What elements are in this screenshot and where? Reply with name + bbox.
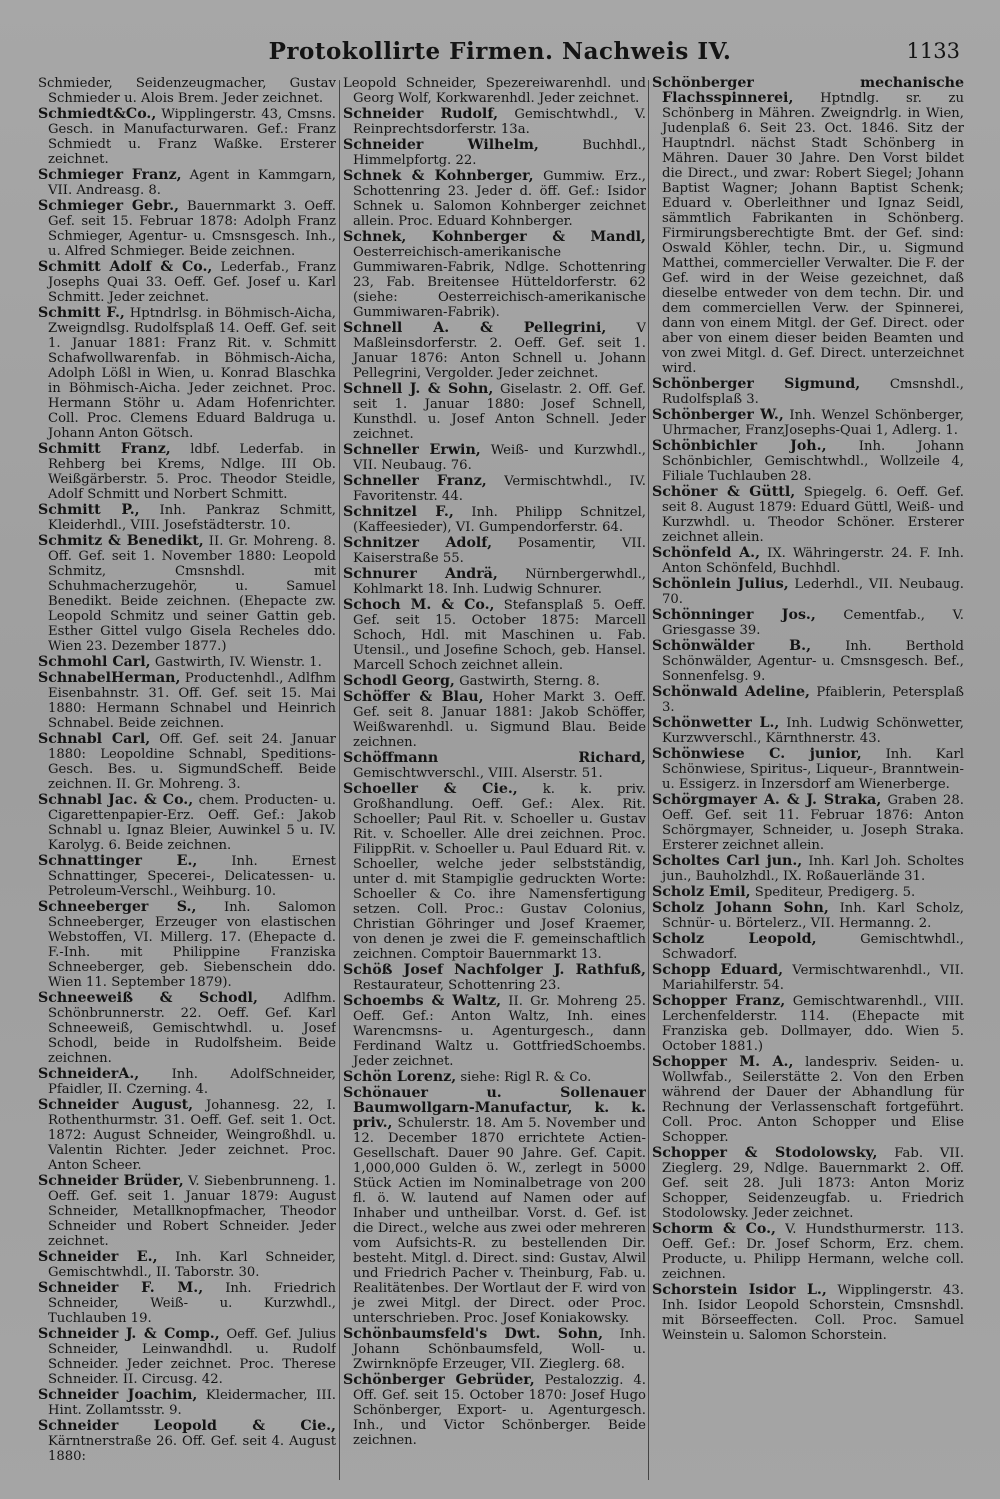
firm-name: Schmohl Carl, — [38, 654, 151, 670]
entry-details: Oeff. Gef. Julius Schneider, Leinwandhdl. u. Rudolf Schneider. Jeder zeichnet. Proc. Therese Schneider. II. Circusg. 42. — [48, 1327, 336, 1387]
firm-name: Schneider August, — [38, 1097, 194, 1113]
directory-entry — [38, 732, 336, 792]
firm-name: Schmitz & Benedikt, — [38, 533, 204, 549]
directory-entry — [652, 76, 964, 376]
entry-details: siehe: Rigl R. & Co. — [460, 1070, 592, 1085]
directory-entry — [38, 503, 336, 533]
entry-details: Pfaiblerin, Petersplaß 3. — [662, 685, 964, 715]
entry-details: Inh. Friedrich Schneider, Weiß- u. Kurzwhdl., Tuchlauben 19. — [48, 1281, 336, 1326]
directory-entry — [652, 377, 964, 407]
firm-name: Schönberger Gebrüder, — [343, 1372, 535, 1388]
firm-name: Schmiedt&Co., — [38, 106, 157, 122]
directory-entry — [343, 138, 646, 168]
directory-entry — [343, 230, 646, 320]
directory-entry — [38, 306, 336, 441]
entry-details: Lederhdl., VII. Neubaug. 70. — [662, 577, 964, 607]
entry-details: II. Gr. Mohreng. 8. Off. Gef. seit 1. November 1880: Leopold Schmitz, Cmsnshdl. mit Schuhmacherzugehör, u. Samuel Benedikt. Beide zeichnen. (Ehepacte zw. Leopold Schmitz und seiner Gattin geb. Esther Gittel vulgo Gisela Recheles ddo. Wien 23. Dezember 1877.) — [48, 534, 336, 654]
firm-name: Schönberger W., — [652, 407, 784, 423]
entry-details: Johannesg. 22, I. Rothenthurmstr. 31. Oeff. Gef. seit 1. Oct. 1872: August Schneider, Weingroßhdl. u. Valentin Richter. Jeder zeichnet. Proc. Anton Scheer. — [48, 1098, 336, 1173]
entry-details: Spiegelg. 6. Oeff. Gef. seit 8. August 1879: Eduard Güttl, Weiß- und Kurzwhdl. u. Theodor Schöner. Ersterer zeichnet allein. — [662, 485, 964, 545]
entry-details: Oesterreichisch-amerikanische Gummiwaren-Fabrik, Ndlge. Schottenring 23, Fab. Breitensee Hütteldorferstr. 62 (siehe: Oesterreichisch-amerikanische Gummiwaren-Fabrik). — [353, 245, 646, 320]
firm-name: Schnitzer Adolf, — [343, 535, 493, 551]
firm-name: Schöffmann Richard, — [343, 750, 646, 766]
firm-name: Schmieger Gebr., — [38, 198, 179, 214]
firm-name: Schneeberger S., — [38, 899, 197, 915]
entry-details: Vermischtwarenhdl., VII. Mariahilferstr. 54. — [662, 963, 964, 993]
directory-entry — [343, 382, 646, 442]
directory-entry — [38, 793, 336, 853]
directory-entry — [343, 963, 646, 993]
directory-entry — [652, 685, 964, 715]
firm-name: Schopper M. A., — [652, 1054, 794, 1070]
entry-details: Buchhdl., Himmelpfortg. 22. — [353, 138, 646, 168]
directory-entry — [38, 1250, 336, 1280]
page-header — [0, 38, 1000, 72]
directory-entry — [38, 854, 336, 899]
firm-name: Schneider E., — [38, 1249, 158, 1265]
firm-name: Schönlein Julius, — [652, 576, 789, 592]
directory-entry — [38, 1098, 336, 1173]
firm-name: Schöß Josef Nachfolger J. Rathfuß, — [343, 962, 646, 978]
directory-entry — [343, 994, 646, 1069]
entry-details: Inh. Johann Schönbaumsfeld, Woll- u. Zwirnknöpfe Erzeuger, VII. Zieglerg. 68. — [353, 1327, 646, 1372]
firm-name: Schönberger Sigmund, — [652, 376, 861, 392]
directory-entry — [652, 1283, 964, 1343]
directory-entry — [38, 1419, 336, 1464]
directory-entry — [652, 546, 964, 576]
firm-name: Schoeller & Cie., — [343, 781, 518, 797]
directory-entry — [343, 169, 646, 229]
entry-details: Spediteur, Predigerg. 5. — [754, 885, 916, 900]
directory-entry — [38, 534, 336, 654]
directory-entry — [652, 608, 964, 638]
directory-entry — [652, 854, 964, 884]
entry-details: Inh. Ernest Schnattinger, Specerei-, Delicatessen- u. Petroleum-Verschl., Weihburg. 10. — [48, 854, 336, 899]
directory-entry — [38, 260, 336, 305]
directory-entry — [343, 107, 646, 137]
entry-details: Gemischtwhdl., V. Reinprechtsdorferstr. 13a. — [353, 107, 646, 137]
directory-entry — [652, 1146, 964, 1221]
firm-name: Schönfeld A., — [652, 545, 761, 561]
firm-name: Scholz Emil, — [652, 884, 751, 900]
directory-entry — [343, 474, 646, 504]
directory-entry — [38, 991, 336, 1066]
entry-details: Hoher Markt 3. Oeff. Gef. seit 8. Januar 1881: Jakob Schöffer, Weißwarenhdl. u. Sigmund Blau. Beide zeichnen. — [353, 690, 646, 750]
entry-details: Wipplingerstr. 43. Inh. Isidor Leopold Schorstein, Cmsnshdl. mit Börseeffecten. Coll. Proc. Samuel Weinstein u. Salomon Schorstein. — [662, 1283, 964, 1343]
entry-details: Hptndlg. sr. zu Schönberg in Mähren. Zweigndrlg. in Wien, Judenplaß 6. Seit 23. Oct. 1846. Sitz der Hauptndrl. nächst Stadt Schönberg in Mähren. Dauer 30 Jahre. Den Vorst bildet die Direct., und zwar: Robert Siegel; Johann Baptist Wagner; Johann Baptist Schenk; Eduard v. Oberleithner und Ignaz Seidl, sämmtlich Fabrikanten in Schönberg. Firmirungsberechtigte Bmt. der Gef. sind: Oswald Köhler, techn. Dir., u. Sigmund Matthei, commercieller Verwalter. Die F. der Gef. wird in der Weise gezeichnet, daß dieselbe entweder von dem techn. Dir. und dem commerciellen Verw. der Spinnerei, dann von einem Mitgl. der Gef. Direct. oder aber von einem dieser beiden Beamten und von zwei Mitgl. d. Gef. Direct. unterzeichnet wird. — [662, 91, 964, 376]
entry-details: Cementfab., V. Griesgasse 39. — [662, 608, 964, 638]
entry-details: V. Siebenbrunneng. 1. Oeff. Gef. seit 1. Januar 1879: August Schneider, Metallknopfmacher, Theodor Schneider und Robert Schneider. Jeder zeichnet. — [48, 1174, 336, 1249]
directory-entry — [652, 994, 964, 1054]
column-divider — [339, 80, 340, 1480]
firm-name: Schopper Franz, — [652, 993, 786, 1009]
firm-name: Schnattinger E., — [38, 853, 198, 869]
firm-name: Schönwetter L., — [652, 715, 780, 731]
firm-name: Schneller Erwin, — [343, 442, 481, 458]
entry-details: Inh. Philipp Schnitzel, (Kaffeesieder), VI. Gumpendorferstr. 64. — [353, 505, 646, 535]
entry-details: Nürnbergerwhdl., Kohlmarkt 18. Inh. Ludwig Schnurer. — [353, 567, 646, 597]
directory-entry — [38, 1327, 336, 1387]
directory-entry — [652, 747, 964, 792]
entry-details: Gastwirth, IV. Wienstr. 1. — [154, 655, 322, 670]
firm-name: Schneider F. M., — [38, 1280, 204, 1296]
firm-name: Schönbaumsfeld's Dwt. Sohn, — [343, 1326, 604, 1342]
entry-details: Adlfhm. Schönbrunnerstr. 22. Oeff. Gef. Karl Schneeweiß, Gemischtwhdl. u. Josef Schodl, beide in Rudolfsheim. Beide zeichnen. — [48, 991, 336, 1066]
entry-details: Inh. Karl Joh. Scholtes jun., Bauholzhdl., IX. Roßauerlände 31. — [662, 854, 964, 884]
entry-details: Inh. Karl Schönwiese, Spiritus-, Liqueur-, Branntwein- u. Essigerz. in Inzersdorf am Wienerberge. — [662, 747, 964, 792]
entry-details: Schmieder, Seidenzeugmacher, Gustav Schmieder u. Alois Brem. Jeder zeichnet. — [38, 76, 336, 106]
directory-entry — [343, 782, 646, 962]
firm-name: Schnell A. & Pellegrini, — [343, 320, 607, 336]
firm-name: SchneiderA., — [38, 1066, 140, 1082]
directory-entry — [652, 932, 964, 962]
entry-details: IX. Währingerstr. 24. F. Inh. Anton Schönfeld, Buchhdl. — [662, 546, 964, 576]
entry-details: landespriv. Seiden- u. Wollwfab., Seilerstätte 2. Von den Erben während der Dauer der Abhandlung für Rechnung der Verlassenschaft fortgeführt. Coll. Proc. Anton Schopper und Elise Schopper. — [662, 1055, 964, 1145]
entry-details: Kleidermacher, III. Hint. Zollamtsstr. 9. — [48, 1388, 336, 1418]
firm-name: Schöner & Güttl, — [652, 484, 796, 500]
directory-entry — [38, 107, 336, 167]
directory-entry — [38, 1174, 336, 1249]
firm-name: Schopper & Stodolowsky, — [652, 1145, 878, 1161]
directory-entry — [652, 793, 964, 853]
entry-details: Inh. Johann Schönbichler, Gemischtwhdl., Wollzeile 4, Filiale Tuchlauben 28. — [662, 439, 964, 484]
entry-details: Gummiw. Erz., Schottenring 23. Jeder d. öff. Gef.: Isidor Schnek u. Salomon Kohnberger zeichnet allein. Proc. Eduard Kohnberger. — [353, 169, 646, 229]
firm-name: Schnek, Kohnberger & Mandl, — [343, 229, 646, 245]
entry-details: V. Hundsthurmerstr. 113. Oeff. Gef.: Dr. Josef Schorm, Erz. chem. Producte, u. Philipp Hermann, welche coll. zeichnen. — [662, 1222, 964, 1282]
directory-entry — [343, 76, 646, 106]
entry-details: Cmsnshdl., Rudolfsplaß 3. — [662, 377, 964, 407]
firm-name: Schnek & Kohnberger, — [343, 168, 534, 184]
directory-entry — [38, 1388, 336, 1418]
firm-name: Schönberger mechanische Flachsspinnerei, — [652, 76, 964, 106]
firm-name: Schneider Rudolf, — [343, 106, 499, 122]
directory-entry — [38, 655, 336, 670]
entry-details: Stefansplaß 5. Oeff. Gef. seit 15. October 1875: Marcell Schoch, Hdl. mit Maschinen u. Fab. Utensil., und Josefine Schoch, geb. Hansel. Marcell Schoch zeichnet allein. — [353, 598, 646, 673]
entry-details: Vermischtwhdl., IV. Favoritenstr. 44. — [353, 474, 646, 504]
directory-entry — [343, 1086, 646, 1326]
entry-details: Lederfab., Franz Josephs Quai 33. Oeff. Gef. Josef u. Karl Schmitt. Jeder zeichnet. — [48, 260, 336, 305]
directory-entry — [343, 598, 646, 673]
entry-details: V Maßleinsdorferstr. 2. Oeff. Gef. seit 1. Januar 1876: Anton Schnell u. Johann Pellegrini, Vergolder. Jeder zeichnet. — [353, 321, 646, 381]
directory-entry — [343, 1070, 646, 1085]
directory-entry — [343, 443, 646, 473]
entry-details: Inh. Ludwig Schönwetter, Kurzwverschl., Kärnthnerstr. 43. — [662, 716, 964, 746]
entry-details: chem. Producten- u. Cigarettenpapier-Erz. Oeff. Gef.: Jakob Schnabl u. Ignaz Bleier, Auwinkel 5 u. IV. Karolyg. 6. Beide zeichnen. — [48, 793, 336, 853]
firm-name: SchnabelHerman, — [38, 670, 181, 686]
entry-details: Gemischtwhdl., Schwadorf. — [662, 932, 964, 962]
directory-entry — [652, 963, 964, 993]
entry-details: Posamentir, VII. Kaiserstraße 55. — [353, 536, 646, 566]
entry-details: k. k. priv. Großhandlung. Oeff. Gef.: Alex. Rit. Schoeller; Paul Rit. v. Schoeller u. Gustav Rit. v. Schoeller. Alle drei zeichnen. Proc. FilippRit. v. Schoeller u. Paul Eduard Rit. v. Schoeller, welche jeder selbstständig, unter d. mit Stampiglie gedruckten Worte: Schoeller & Co. ihre Namensfertigung setzen. Coll. Proc.: Gustav Colonius, Christian Göhringer und Josef Kraemer, von denen je zwei die F. gemeinschaftlich zeichnen. Comptoir Bauernmarkt 13. — [353, 782, 646, 962]
directory-entry — [38, 1281, 336, 1326]
firm-name: Schmitt Franz, — [38, 441, 171, 457]
entry-details: Bauernmarkt 3. Oeff. Gef. seit 15. Februar 1878: Adolph Franz Schmieger, Agentur- u. Cmsnsgesch. Inh., u. Alfred Schmieger. Beide zeichnen. — [48, 199, 336, 259]
firm-name: Schopp Eduard, — [652, 962, 784, 978]
firm-name: Schneider J. & Comp., — [38, 1326, 220, 1342]
directory-entry — [38, 76, 336, 106]
firm-name: Schmitt Adolf & Co., — [38, 259, 213, 275]
directory-entry — [652, 577, 964, 607]
entry-details: Off. Gef. seit 24. Januar 1880: Leopoldine Schnabl, Speditions-Gesch. Bes. u. SigmundScheff. Beide zeichnen. II. Gr. Mohreng. 3. — [48, 732, 336, 792]
directory-entry — [343, 321, 646, 381]
firm-name: Schnabl Jac. & Co., — [38, 792, 194, 808]
directory-entry — [343, 690, 646, 750]
entry-details: II. Gr. Mohreng 25. Oeff. Gef.: Anton Waltz, Inh. eines Warencmsns- u. Agenturgesch., dann Ferdinand Waltz u. GottfriedSchoembs. Jeder zeichnet. — [353, 994, 646, 1069]
directory-entry — [343, 505, 646, 535]
firm-name: Schorstein Isidor L., — [652, 1282, 827, 1298]
entry-details: Inh. Salomon Schneeberger, Erzeuger von elastischen Webstoffen, VI. Millerg. 17. (Ehepacte d. F.-Inh. mit Philippine Franziska Schneeberger, geb. Siebenschein ddo. Wien 11. September 1879). — [48, 900, 336, 990]
firm-name: Schneller Franz, — [343, 473, 487, 489]
firm-name: Scholtes Carl jun., — [652, 853, 803, 869]
directory-entry — [343, 567, 646, 597]
firm-name: Schneider Joachim, — [38, 1387, 198, 1403]
entry-details: Inh. AdolfSchneider, Pfaidler, II. Czerning. 4. — [48, 1067, 336, 1097]
firm-name: Schoembs & Waltz, — [343, 993, 502, 1009]
entry-details: Restaurateur, Schottenring 23. — [353, 978, 561, 993]
firm-name: Schneider Leopold & Cie., — [38, 1418, 336, 1434]
firm-name: Schnitzel F., — [343, 504, 454, 520]
firm-name: Schöffer & Blau, — [343, 689, 484, 705]
entry-details: Inh. Wenzel Schönberger, Uhrmacher, FranzJosephs-Quai 1, Adlerg. 1. — [662, 408, 964, 438]
firm-name: Schönwald Adeline, — [652, 684, 810, 700]
directory-entry — [343, 751, 646, 781]
entry-details: Fab. VII. Zieglerg. 29, Ndlge. Bauernmarkt 2. Off. Gef. seit 28. Juli 1873: Anton Moriz Schopper, Seidenzeugfab. u. Friedrich Stodolowsky. Jeder zeichnet. — [662, 1146, 964, 1221]
entry-details: Inh. Karl Schneider, Gemischtwhdl., II. Taborstr. 30. — [48, 1250, 336, 1280]
directory-entry — [343, 674, 646, 689]
firm-name: Schneider Brüder, — [38, 1173, 184, 1189]
firm-name: Schneeweiß & Schodl, — [38, 990, 258, 1006]
directory-entry — [652, 439, 964, 484]
entry-details: Inh. Pankraz Schmitt, Kleiderhdl., VIII. Josefstädterstr. 10. — [48, 503, 336, 533]
entry-details: Schulerstr. 18. Am 5. November und 12. December 1870 errichtete Actien-Gesellschaft. Dauer 90 Jahre. Gef. Capit. 1,000,000 Gulden ö. W., zerlegt in 5000 Stück Actien im Nominalbetrage von 200 fl. ö. W. lautend auf Namen oder auf Inhaber und untheilbar. Vorst. d. Gef. ist die Direct., welche aus zwei oder mehreren vom Aufsichts-R. zu bestellenden Dir. besteht. Mitgl. d. Direct. sind: Gustav, Alwil und Friedrich Pacher v. Theinburg, Fab. u. Realitätenbes. Der Wortlaut der F. wird von je zwei Mitgl. der Direct. oder Proc. unterschrieben. Proc. Josef Koniakowsky. — [353, 1116, 646, 1326]
firm-name: Schörgmayer A. & J. Straka, — [652, 792, 882, 808]
entry-details: Wipplingerstr. 43, Cmsns. Gesch. in Manufacturwaren. Gef.: Franz Schmiedt u. Franz Waßke. Ersterer zeichnet. — [48, 107, 336, 167]
entry-details: Hptndrlsg. in Böhmisch-Aicha, Zweigndlsg. Rudolfsplaß 14. Oeff. Gef. seit 1. Januar 1881: Franz Rit. v. Schmitt Schafwollwarenfab. in Böhmisch-Aicha, Adolph Lößl in Wien, u. Konrad Blaschka in Böhmisch-Aicha. Jeder zeichnet. Proc. Hermann Stöhr u. Adam Hofenrichter. Coll. Proc. Clemens Eduard Baldruga u. Johann Anton Götsch. — [48, 306, 336, 441]
directory-entry — [652, 485, 964, 545]
directory-entry — [652, 639, 964, 684]
entry-details: Gemischtwarenhdl., VIII. Lerchenfelderstr. 114. (Ehepacte mit Franziska geb. Dollmayer, ddo. Wien 5. October 1881.) — [662, 994, 964, 1054]
firm-name: Scholz Leopold, — [652, 931, 817, 947]
entry-details: Kärntnerstraße 26. Off. Gef. seit 4. August 1880: — [48, 1434, 336, 1464]
firm-name: Schoch M. & Co., — [343, 597, 495, 613]
entry-details: Productenhdl., Adlfhm Eisenbahnstr. 31. Off. Gef. seit 15. Mai 1880: Hermann Schnabel und Heinrich Schnabel. Beide zeichnen. — [48, 671, 336, 731]
entry-details: Agent in Kammgarn, VII. Andreasg. 8. — [48, 168, 336, 198]
firm-name: Schodl Georg, — [343, 673, 455, 689]
firm-name: Schönninger Jos., — [652, 607, 816, 623]
firm-name: Schnurer Andrä, — [343, 566, 498, 582]
column-divider — [648, 80, 649, 1480]
entry-details: Graben 28. Oeff. Gef. seit 11. Februar 1876: Anton Schörgmayer, Schneider, u. Joseph Straka. Ersterer zeichnet allein. — [662, 793, 964, 853]
directory-entry — [38, 199, 336, 259]
directory-entry — [652, 885, 964, 900]
firm-name: Schneider Wilhelm, — [343, 137, 539, 153]
entry-details: Inh. Berthold Schönwälder, Agentur- u. Cmsnsgesch. Bef., Sonnenfelsg. 9. — [662, 639, 964, 684]
page-title: Protokollirte Firmen. Nachweis IV. — [268, 38, 732, 65]
column-2 — [343, 76, 646, 1486]
directory-entry — [38, 900, 336, 990]
firm-name: Schönwiese C. junior, — [652, 746, 862, 762]
entry-details: ldbf. Lederfab. in Rehberg bei Krems, Ndlge. III Ob. Weißgärberstr. 5. Proc. Theodor Steidle, Adolf Schmitt und Norbert Schmitt. — [48, 442, 336, 502]
directory-entry — [652, 1055, 964, 1145]
directory-entry — [652, 1222, 964, 1282]
directory-entry — [343, 1373, 646, 1448]
directory-entry — [38, 168, 336, 198]
firm-name: Scholz Johann Sohn, — [652, 900, 829, 916]
entry-details: Weiß- und Kurzwhdl., VII. Neubaug. 76. — [353, 443, 646, 473]
firm-name: Schönauer u. Sollenauer Baumwollgarn-Manufactur, k. k. priv., — [343, 1085, 646, 1131]
entry-details: Inh. Karl Scholz, Schnür- u. Börtelerz., VII. Hermanng. 2. — [662, 901, 964, 931]
entry-details: Leopold Schneider, Spezereiwarenhdl. und Georg Wolf, Korkwarenhdl. Jeder zeichnet. — [343, 76, 646, 106]
directory-entry — [652, 901, 964, 931]
firm-name: Schmieger Franz, — [38, 167, 182, 183]
firm-name: Schnell J. & Sohn, — [343, 381, 494, 397]
directory-entry — [38, 442, 336, 502]
entry-details: Gemischtwverschl., VIII. Alserstr. 51. — [353, 766, 603, 781]
entry-details: Pestalozzig. 4. Off. Gef. seit 15. October 1870: Josef Hugo Schönberger, Export- u. Agenturgesch. Inh., und Victor Schönberger. Beide zeichnen. — [353, 1373, 646, 1448]
directory-entry — [652, 408, 964, 438]
directory-entry — [38, 1067, 336, 1097]
column-1 — [38, 76, 336, 1486]
firm-name: Schmitt F., — [38, 305, 125, 321]
entry-details: Gastwirth, Sterng. 8. — [459, 674, 600, 689]
firm-name: Schorm & Co., — [652, 1221, 776, 1237]
page-number: 1133 — [906, 39, 960, 63]
directory-entry — [343, 536, 646, 566]
firm-name: Schönwälder B., — [652, 638, 812, 654]
directory-entry — [343, 1327, 646, 1372]
entry-details: Giselastr. 2. Off. Gef. seit 1. Januar 1880: Josef Schnell, Kunsthdl. u. Josef Anton Schnell. Jeder zeichnet. — [353, 382, 646, 442]
firm-name: Schmitt P., — [38, 502, 140, 518]
directory-entry — [38, 671, 336, 731]
directory-entry — [652, 716, 964, 746]
column-3 — [652, 76, 964, 1486]
firm-name: Schön Lorenz, — [343, 1069, 457, 1085]
firm-name: Schönbichler Joh., — [652, 438, 827, 454]
firm-name: Schnabl Carl, — [38, 731, 151, 747]
